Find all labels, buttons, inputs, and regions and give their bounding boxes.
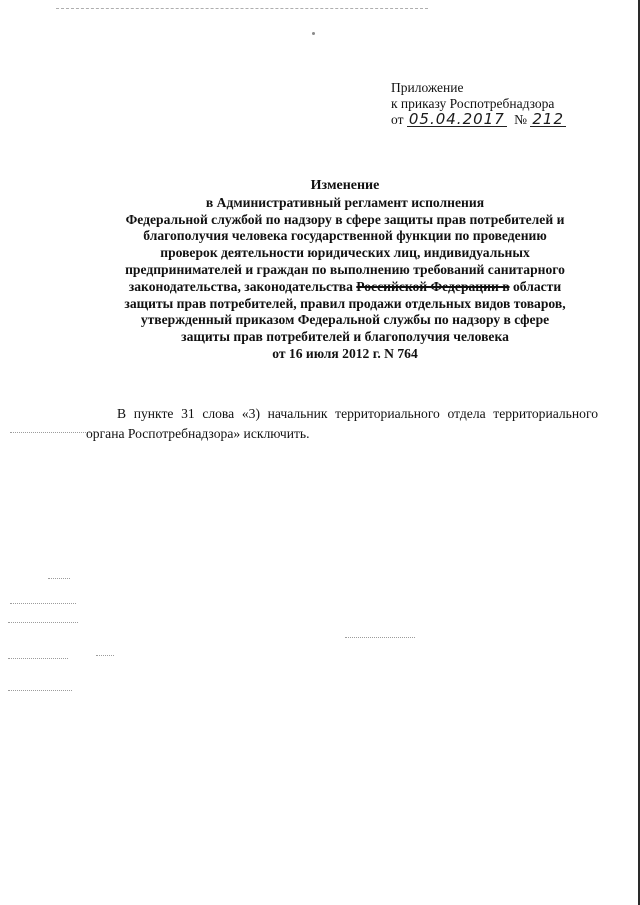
title-line: проверок деятельности юридических лиц, индивидуальных	[160, 245, 530, 261]
title-line: благополучия человека государственной функции по проведению	[143, 228, 547, 244]
title-text-fragment: области	[512, 278, 562, 294]
scan-artifact-dot	[312, 32, 315, 35]
appendix-number: 212	[532, 110, 565, 128]
title-heading: Изменение	[310, 178, 380, 193]
scan-artifact-dash	[10, 432, 90, 433]
struck-text: Российской Федерации в	[356, 278, 510, 294]
scan-artifact-dash	[8, 658, 68, 659]
title-line: предпринимателей и граждан по выполнению требований санитарного	[125, 261, 565, 277]
title-line: утвержденный приказом Федеральной службы по надзору в сфере	[140, 312, 550, 328]
appendix-date: 05.04.2017	[408, 110, 505, 128]
title-line: защиты прав потребителей, правил продажи отдельных видов товаров,	[124, 295, 566, 311]
scan-artifact-dash	[345, 637, 415, 638]
title-date-number: от 16 июля 2012 г. N 764	[272, 345, 418, 361]
appendix-block	[391, 80, 566, 128]
document-body	[86, 404, 598, 444]
scan-artifact-dash	[10, 603, 76, 604]
scan-artifact-dash	[8, 622, 78, 623]
appendix-number-label: №	[514, 112, 528, 127]
scan-artifact-dash	[8, 690, 72, 691]
body-paragraph: В пункте 31 слова «3) начальник территориального отдела территориального органа Роспотребнадзора» исключить.	[86, 406, 598, 441]
title-text-fragment: законодательства, законодательства	[128, 278, 353, 294]
appendix-from-label: от	[391, 112, 404, 127]
title-line-with-strikethrough	[90, 279, 600, 296]
appendix-order-ref: к приказу Роспотребнадзора	[391, 96, 555, 111]
title-line: в Административный регламент исполнения	[205, 194, 485, 210]
title-line: защиты прав потребителей и благополучия человека	[181, 329, 509, 345]
appendix-date-number-line	[391, 112, 566, 128]
title-line: Федеральной службой по надзору в сфере защиты прав потребителей и	[125, 211, 565, 227]
appendix-title: Приложение	[391, 80, 464, 95]
scan-artifact-top-line	[56, 8, 428, 9]
scan-artifact-dash	[48, 578, 70, 579]
document-title	[90, 178, 600, 363]
scan-artifact-dash	[96, 655, 114, 656]
